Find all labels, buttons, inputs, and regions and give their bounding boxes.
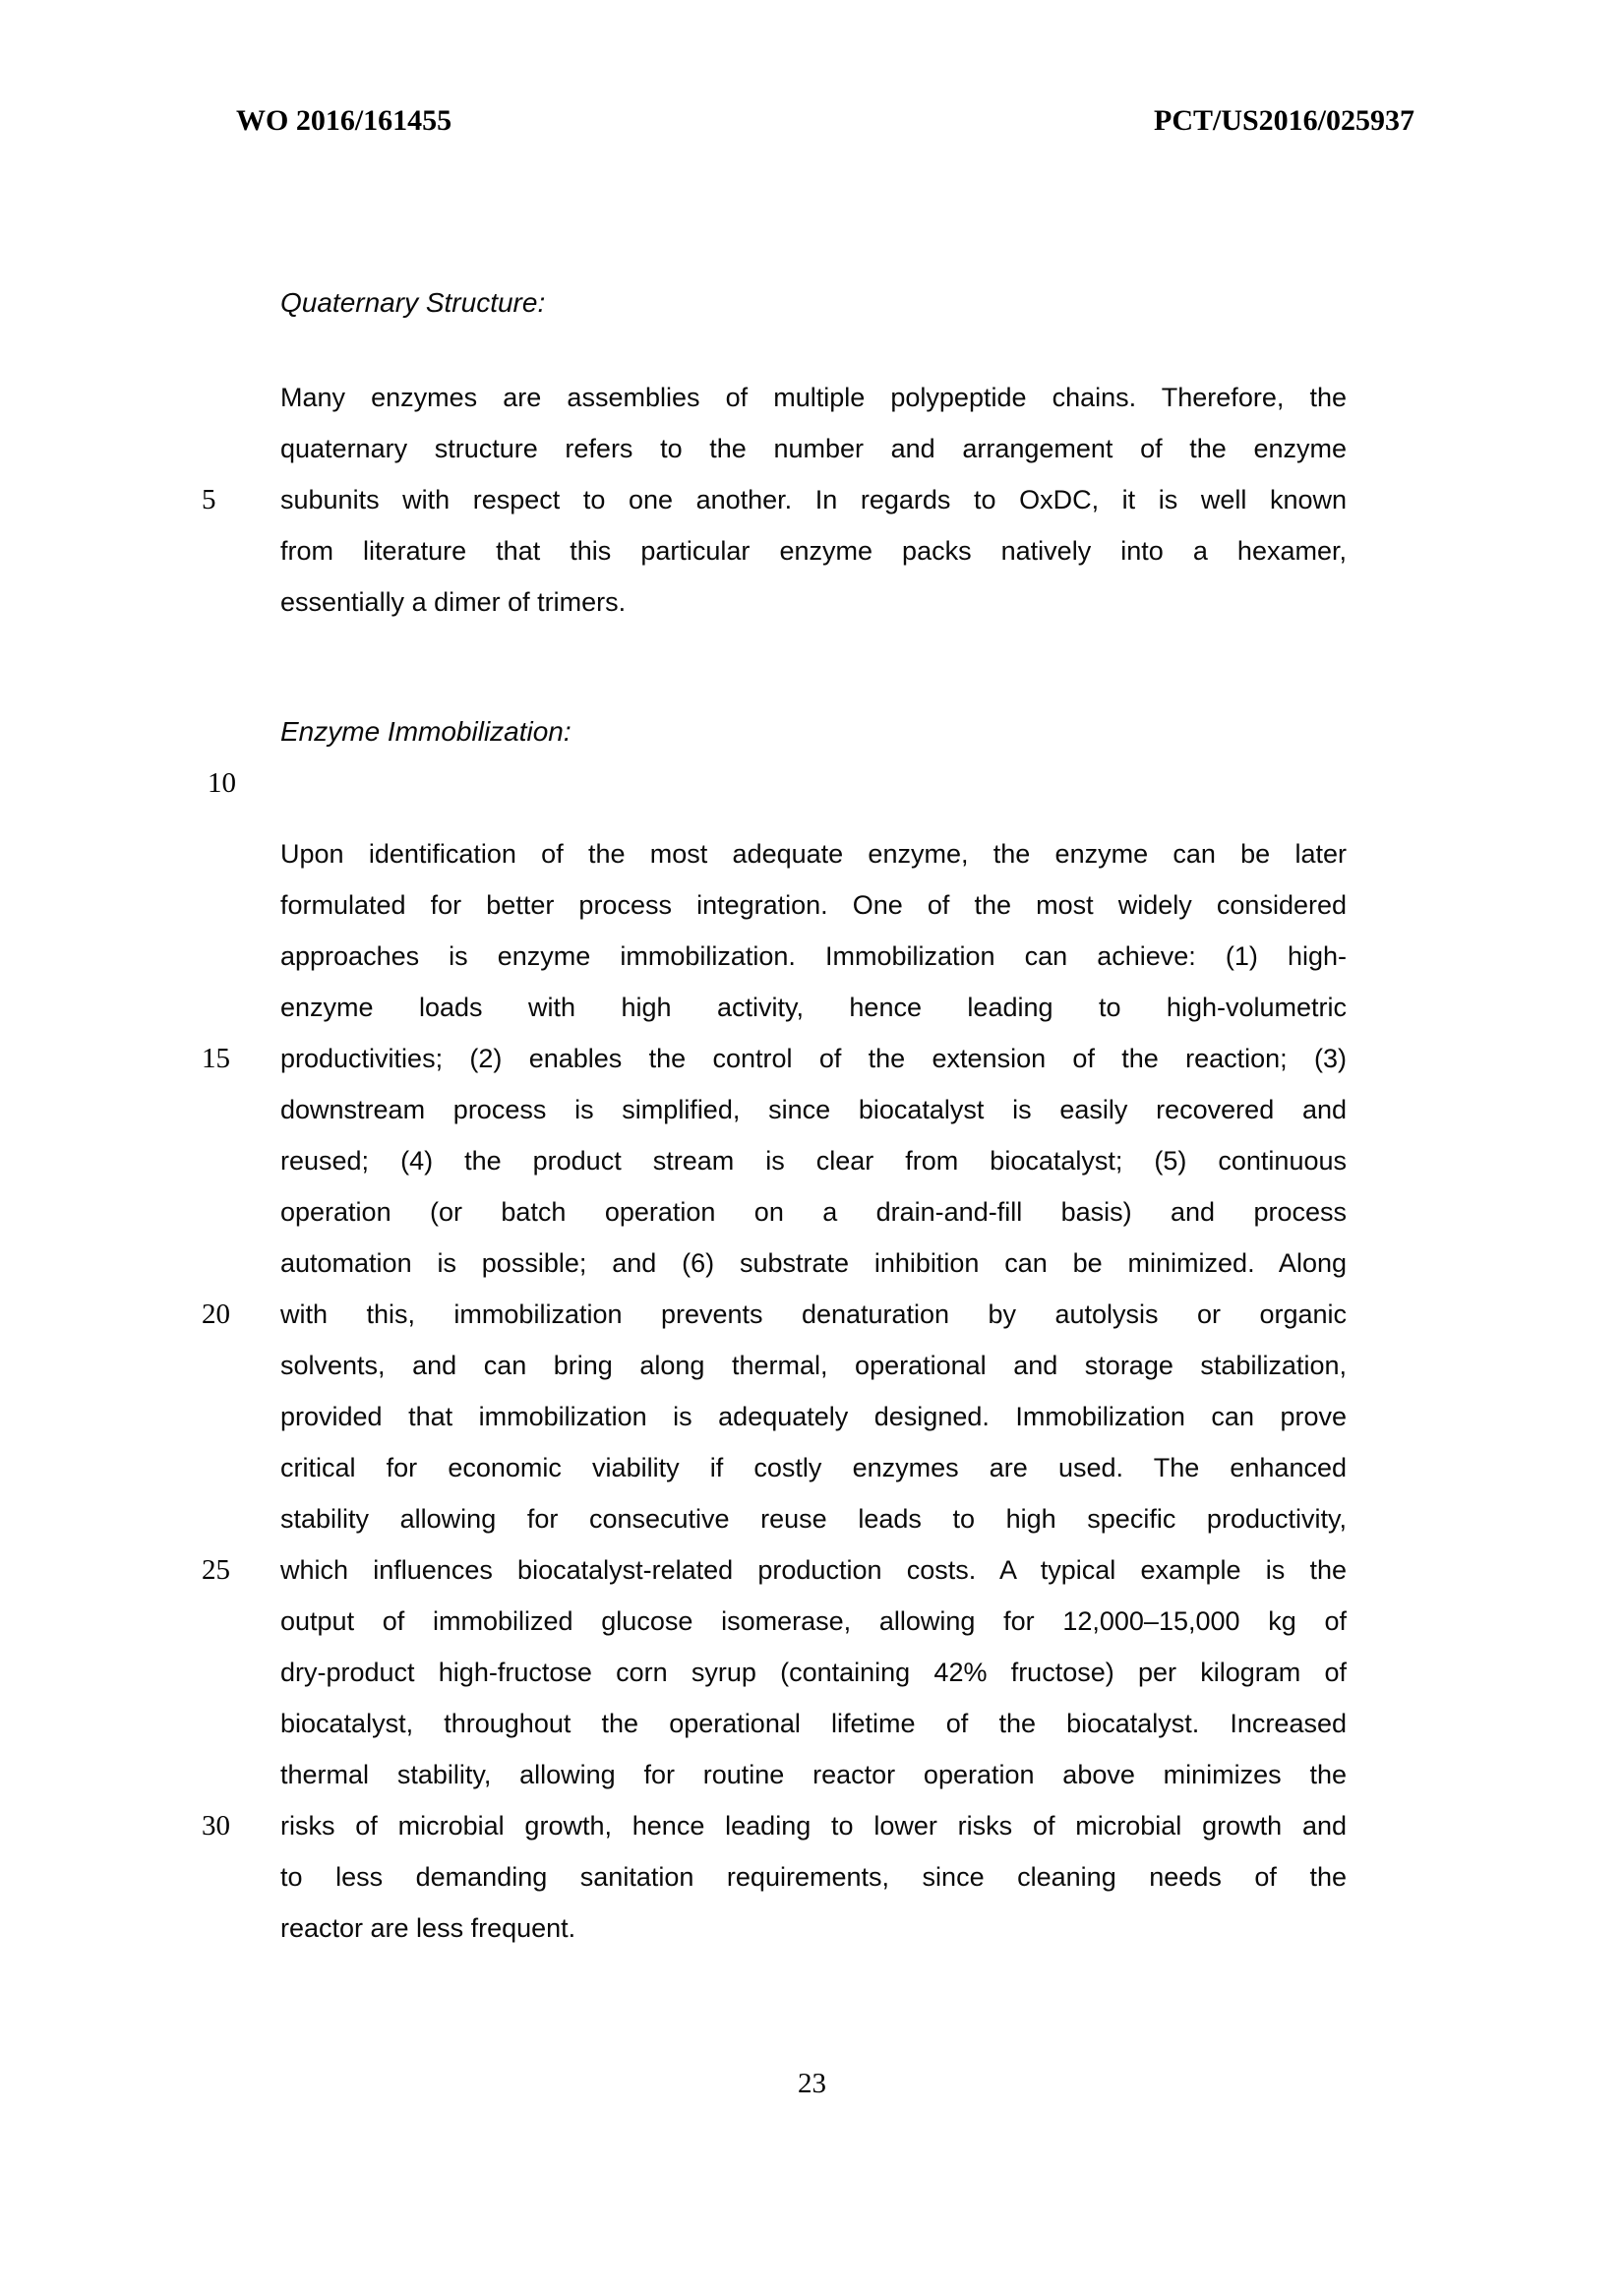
text-line [280, 1340, 1347, 1391]
line-text: reused; (4) the product stream is clear from biocatalyst; (5) continuous [280, 1146, 1347, 1176]
line-text: biocatalyst, throughout the operational lifetime of the biocatalyst. Increased [280, 1709, 1347, 1738]
line-text: which influences biocatalyst-related production costs. A typical example is the [280, 1555, 1347, 1585]
line-number: 30 [202, 1810, 230, 1842]
publication-number: WO 2016/161455 [236, 104, 452, 137]
page-number: 23 [798, 2068, 826, 2099]
line-text: operation (or batch operation on a drain-and-fill basis) and process [280, 1197, 1347, 1227]
line-text: with this, immobilization prevents denaturation by autolysis or organic [280, 1299, 1347, 1329]
text-line [280, 1238, 1347, 1289]
text-line [280, 1186, 1347, 1238]
text-line [202, 1033, 1347, 1084]
text-line [280, 576, 1347, 628]
line-text: downstream process is simplified, since biocatalyst is easily recovered and [280, 1095, 1347, 1124]
text-line [280, 1135, 1347, 1186]
text-line [280, 525, 1347, 576]
text-line [280, 1493, 1347, 1544]
line-text: provided that immobilization is adequately designed. Immobilization can prove [280, 1402, 1347, 1431]
text-line [202, 1289, 1347, 1340]
text-line [202, 1800, 1347, 1851]
line-number: 15 [202, 1043, 230, 1074]
line-text: Many enzymes are assemblies of multiple polypeptide chains. Therefore, the [280, 383, 1347, 412]
line-text: formulated for better process integration. One of the most widely considered [280, 890, 1347, 920]
text-line [280, 1084, 1347, 1135]
line-text: subunits with respect to one another. In regards to OxDC, it is well known [280, 485, 1347, 514]
text-line [280, 1391, 1347, 1442]
line-text: output of immobilized glucose isomerase, allowing for 12,000–15,000 kg of [280, 1606, 1347, 1636]
line-text: essentially a dimer of trimers. [280, 587, 627, 617]
line-text: enzyme loads with high activity, hence leading to high-volumetric [280, 993, 1347, 1022]
line-number: 5 [202, 484, 216, 515]
text-line [280, 879, 1347, 931]
line-text: thermal stability, allowing for routine reactor operation above minimizes the [280, 1760, 1347, 1789]
line-text: reactor are less frequent. [280, 1913, 576, 1943]
text-line [202, 474, 1347, 525]
text-line [280, 982, 1347, 1033]
text-line [280, 1902, 1347, 1954]
section-1 [202, 706, 1347, 1954]
document-body [202, 277, 1347, 1954]
application-number: PCT/US2016/025937 [1154, 104, 1415, 137]
line-number: 20 [202, 1298, 230, 1330]
line-text: stability allowing for consecutive reuse leads to high specific productivity, [280, 1504, 1347, 1534]
text-line [280, 1851, 1347, 1902]
text-line [280, 1698, 1347, 1749]
line-text: Upon identification of the most adequate enzyme, the enzyme can be later [280, 839, 1347, 869]
text-line [280, 1596, 1347, 1647]
line-text: risks of microbial growth, hence leading to lower risks of microbial growth and [280, 1811, 1347, 1841]
line-text: solvents, and can bring along thermal, operational and storage stabilization, [280, 1351, 1347, 1380]
line-text: productivities; (2) enables the control of the extension of the reaction; (3) [280, 1044, 1347, 1073]
text-line [280, 828, 1347, 879]
line-number: 25 [202, 1554, 230, 1586]
line-text: from literature that this particular enzyme packs natively into a hexamer, [280, 536, 1347, 566]
text-line [202, 1544, 1347, 1596]
section-0 [202, 277, 1347, 628]
text-line [280, 372, 1347, 423]
line-text: to less demanding sanitation requirements, since cleaning needs of the [280, 1862, 1347, 1892]
text-line [280, 423, 1347, 474]
text-line [280, 1647, 1347, 1698]
section-heading: Quaternary Structure: [280, 287, 546, 318]
line-text: quaternary structure refers to the number and arrangement of the enzyme [280, 434, 1347, 463]
line-text: dry-product high-fructose corn syrup (containing 42% fructose) per kilogram of [280, 1658, 1347, 1687]
page-footer [0, 2064, 1624, 2103]
text-line [280, 931, 1347, 982]
line-text: critical for economic viability if costly enzymes are used. The enhanced [280, 1453, 1347, 1482]
text-line [280, 1749, 1347, 1800]
line-text: automation is possible; and (6) substrate inhibition can be minimized. Along [280, 1248, 1347, 1278]
line-number: 10 [208, 767, 236, 799]
text-line [208, 757, 1347, 809]
line-text: approaches is enzyme immobilization. Immobilization can achieve: (1) high- [280, 941, 1347, 971]
text-line [280, 1442, 1347, 1493]
section-heading: Enzyme Immobilization: [280, 716, 571, 747]
